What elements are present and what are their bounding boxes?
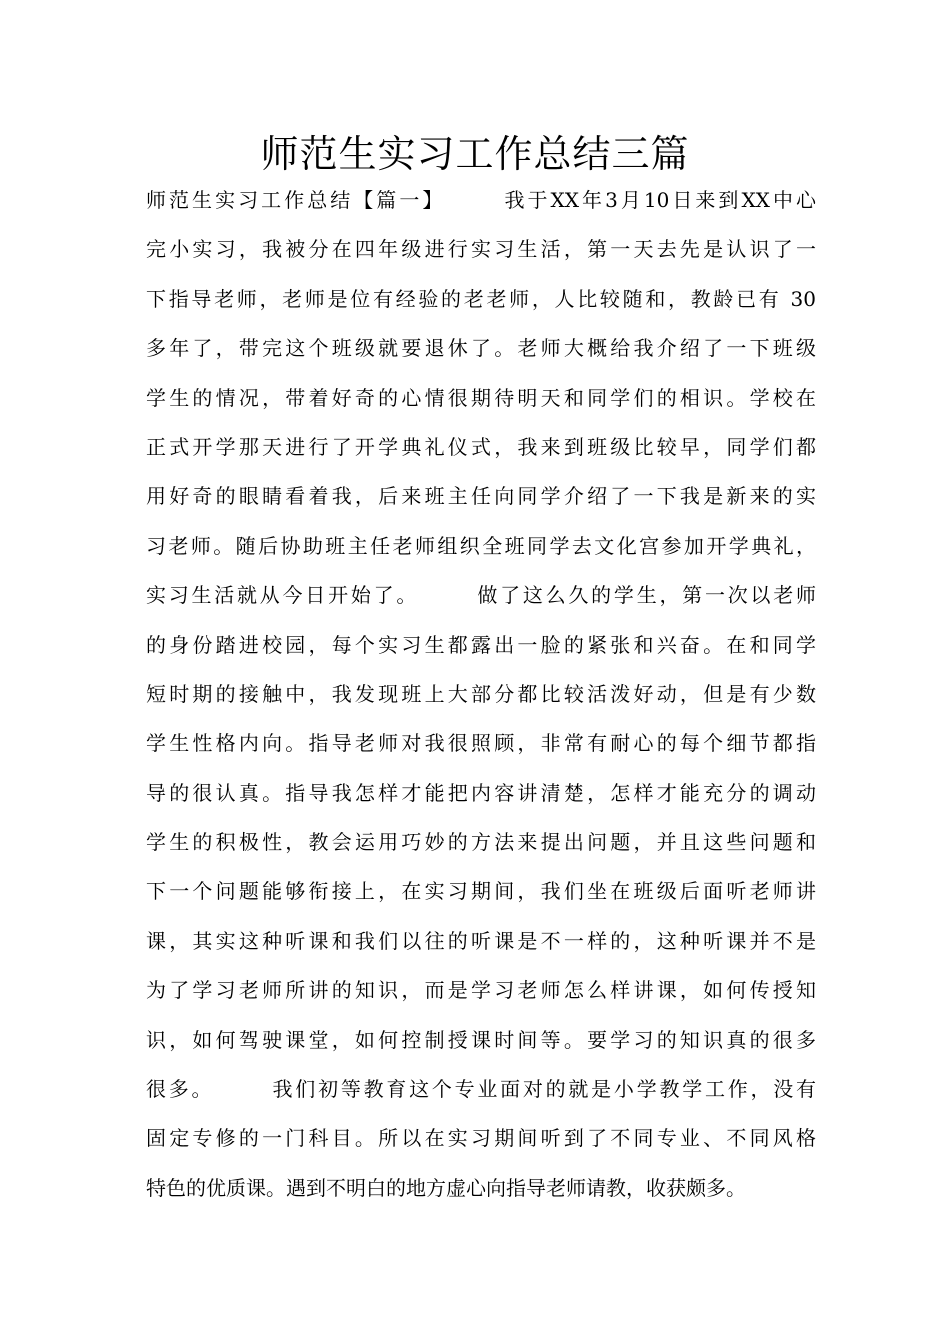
body-line: 导的很认真。指导我怎样才能把内容讲清楚，怎样才能充分的调动 — [146, 780, 816, 805]
body-line: 课，其实这种听课和我们以往的听课是不一样的，这种听课并不是 — [146, 928, 816, 953]
body-line: 短时期的接触中，我发现班上大部分都比较活泼好动，但是有少数 — [146, 681, 816, 706]
body-line: 识，如何驾驶课堂，如何控制授课时间等。要学习的知识真的很多 — [146, 1027, 816, 1052]
body-line: 下指导老师，老师是位有经验的老老师，人比较随和，教龄已有 30 — [146, 286, 816, 311]
body-line: 学生的积极性，教会运用巧妙的方法来提出问题，并且这些问题和 — [146, 830, 816, 855]
body-line: 多年了，带完这个班级就要退休了。老师大概给我介绍了一下班级 — [146, 336, 816, 361]
body-line: 下一个问题能够衔接上，在实习期间，我们坐在班级后面听老师讲 — [146, 879, 816, 904]
body-line: 特色的优质课。遇到不明白的地方虚心向指导老师请教，收获颇多。 — [146, 1175, 746, 1200]
document-body — [146, 180, 816, 1217]
body-line: 学生性格内向。指导老师对我很照顾，非常有耐心的每个细节都指 — [146, 731, 816, 756]
body-line: 实习生活就从今日开始了。 做了这么久的学生，第一次以老师 — [146, 583, 816, 608]
body-line: 完小实习，我被分在四年级进行实习生活，第一天去先是认识了一 — [146, 237, 816, 262]
document-title: 师范生实习工作总结三篇 — [260, 132, 690, 176]
body-line: 的身份踏进校园，每个实习生都露出一脸的紧张和兴奋。在和同学 — [146, 632, 816, 657]
body-line: 学生的情况，带着好奇的心情很期待明天和同学们的相识。学校在 — [146, 385, 816, 410]
body-line: 用好奇的眼睛看着我，后来班主任向同学介绍了一下我是新来的实 — [146, 484, 816, 509]
body-line: 固定专修的一门科目。所以在实习期间听到了不同专业、不同风格 — [146, 1126, 816, 1151]
body-line: 正式开学那天进行了开学典礼仪式，我来到班级比较早，同学们都 — [146, 434, 816, 459]
body-line: 师范生实习工作总结【篇一】 我于XX年3月10日来到XX中心 — [146, 188, 816, 212]
body-line: 很多。 我们初等教育这个专业面对的就是小学教学工作，没有 — [146, 1077, 816, 1102]
body-line: 为了学习老师所讲的知识，而是学习老师怎么样讲课，如何传授知 — [146, 978, 816, 1003]
body-line: 习老师。随后协助班主任老师组织全班同学去文化宫参加开学典礼， — [146, 533, 816, 558]
